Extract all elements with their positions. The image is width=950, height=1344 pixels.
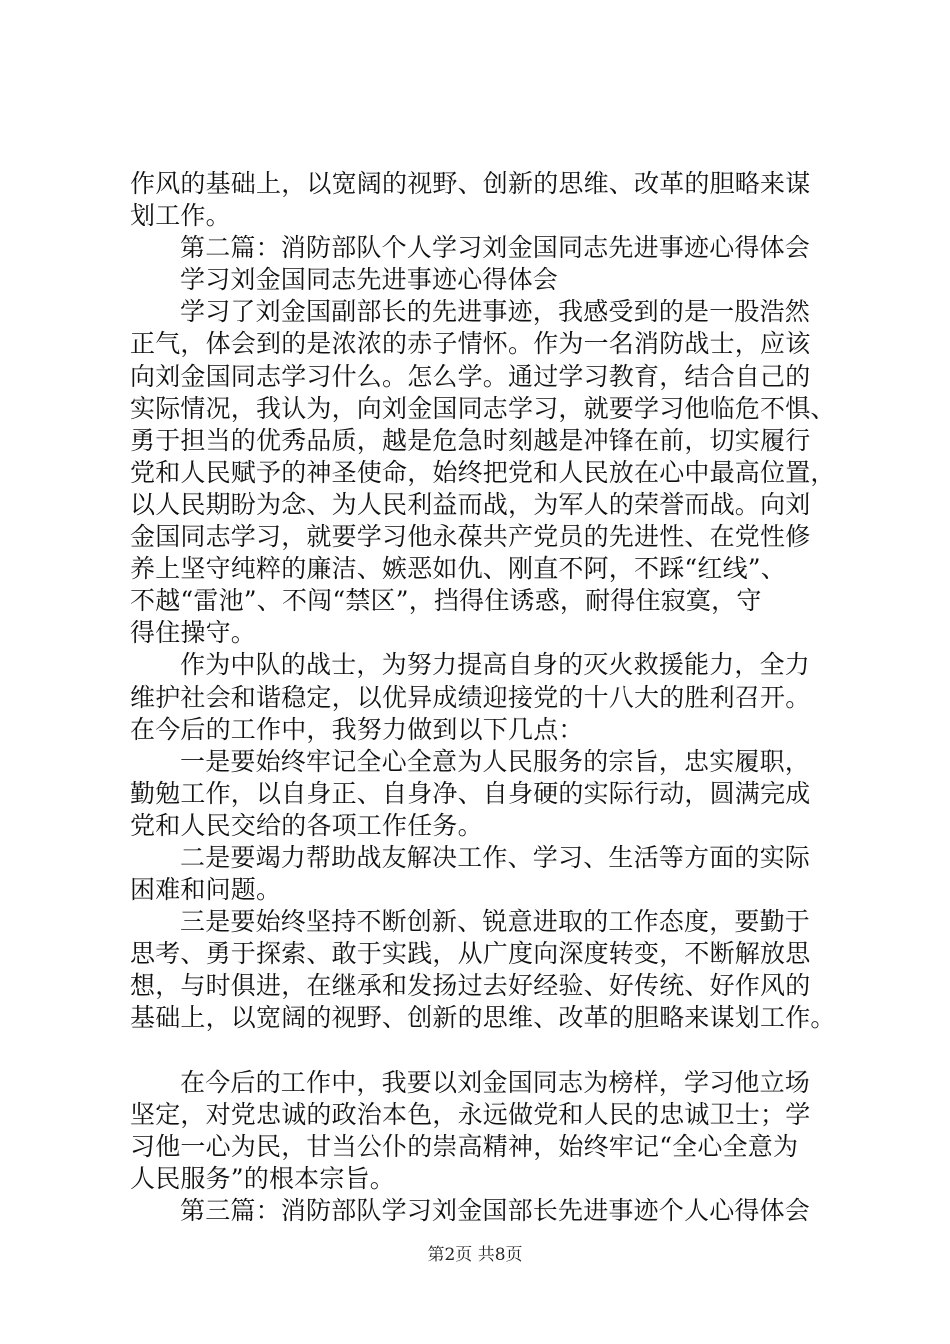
text-line: 三是要始终坚持不断创新、锐意进取的工作态度，要勤于: [180, 907, 811, 937]
text-line: 人民服务”的根本宗旨。: [130, 1163, 395, 1193]
text-line: 一是要始终牢记全心全意为人民服务的宗旨，忠实履职，: [180, 746, 811, 776]
text-line: 金国同志学习，就要学习他永葆共产党员的先进性、在党性修: [130, 522, 811, 552]
text-line: 党和人民交给的各项工作任务。: [130, 810, 483, 840]
text-line: 在今后的工作中，我努力做到以下几点：: [130, 714, 584, 744]
page-number-footer: 第2页 共8页: [427, 1245, 523, 1265]
text-line: 作风的基础上，以宽阔的视野、创新的思维、改革的胆略来谋: [130, 169, 811, 198]
text-line: 在今后的工作中，我要以刘金国同志为榜样，学习他立场: [180, 1067, 811, 1097]
text-line: 坚定，对党忠诚的政治本色，永远做党和人民的忠诚卫士；学: [130, 1099, 811, 1129]
text-line: 养上坚守纯粹的廉洁、嫉恶如仇、刚直不阿，不踩“红线”、: [130, 554, 786, 584]
text-line: 作为中队的战士，为努力提高自身的灭火救援能力，全力: [180, 650, 811, 680]
text-line: 维护社会和谐稳定，以优异成绩迎接党的十八大的胜利召开。: [130, 682, 811, 712]
text-line: 基础上，以宽阔的视野、创新的思维、改革的胆略来谋划工作。: [130, 1003, 836, 1033]
text-line: 向刘金国同志学习什么。怎么学。通过学习教育，结合自己的: [130, 361, 811, 391]
text-line: 党和人民赋予的神圣使命，始终把党和人民放在心中最高位置，: [130, 457, 836, 487]
text-line: 二是要竭力帮助战友解决工作、学习、生活等方面的实际: [180, 842, 811, 872]
text-line: 勇于担当的优秀品质，越是危急时刻越是冲锋在前，切实履行: [130, 425, 811, 455]
blank-line: [130, 1035, 830, 1067]
text-line: 得住操守。: [130, 618, 257, 648]
text-line: 习他一心为民，甘当公仆的崇高精神，始终牢记“全心全意为: [130, 1131, 799, 1161]
text-line: 不越“雷池”、不闯“禁区”，挡得住诱惑，耐得住寂寞，守: [130, 586, 762, 616]
article-title: 学习刘金国同志先进事迹心得体会: [180, 265, 559, 295]
text-line: 正气，体会到的是浓浓的赤子情怀。作为一名消防战士，应该: [130, 329, 811, 359]
text-line: 划工作。: [130, 201, 231, 231]
text-line: 思考、勇于探索、敢于实践，从广度向深度转变，不断解放思: [130, 939, 811, 969]
section-heading-3: 第三篇：消防部队学习刘金国部长先进事迹个人心得体会: [180, 1196, 811, 1225]
section-heading-2: 第二篇：消防部队个人学习刘金国同志先进事迹心得体会: [180, 233, 811, 263]
document-body: [130, 168, 836, 1227]
text-line: 困难和问题。: [130, 875, 282, 905]
text-line: 想，与时俱进，在继承和发扬过去好经验、好传统、好作风的: [130, 971, 811, 1001]
text-line: 实际情况，我认为，向刘金国同志学习，就要学习他临危不惧、: [130, 393, 836, 423]
text-line: 以人民期盼为念、为人民利益而战，为军人的荣誉而战。向刘: [130, 489, 811, 519]
text-line: 学习了刘金国副部长的先进事迹，我感受到的是一股浩然: [180, 297, 811, 327]
text-line: 勤勉工作，以自身正、自身净、自身硬的实际行动，圆满完成: [130, 778, 811, 808]
